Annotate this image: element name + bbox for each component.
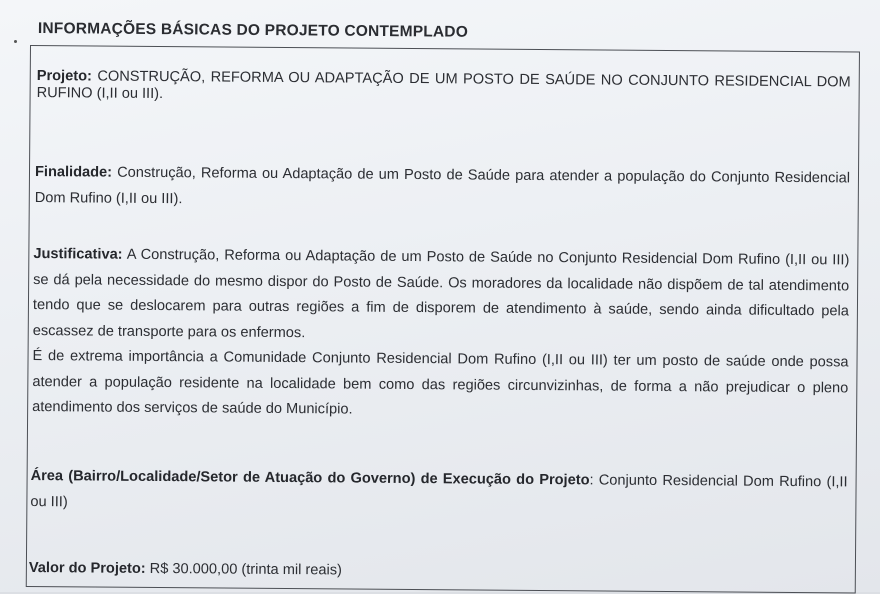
justificativa-label: Justificativa: xyxy=(33,246,123,263)
projeto-value: CONSTRUÇÃO, REFORMA OU ADAPTAÇÃO DE UM POSTO DE SAÚDE NO CONJUNTO RESIDENCIAL DOM RUFINO (I,II ou III). xyxy=(36,68,851,103)
finalidade-label: Finalidade: xyxy=(34,164,113,181)
justificativa-value: A Construção, Reforma ou Adaptação de um Posto de Saúde no Conjunto Residencial Dom Rufino (I,II ou III) se dá pela necessidade do mesmo dispor do Posto de Saúde. Os moradores da localidade não dispõem de tal atendimento tendo que se deslocarem para outras regiões a fim de disporem de atendimento à saúde, sendo ainda dificultado pela escassez de transporte para os enfermos. xyxy=(32,246,850,341)
projeto-field xyxy=(37,68,851,108)
projeto-label: Projeto: xyxy=(36,68,92,85)
area-field xyxy=(30,464,847,521)
valor-field xyxy=(29,556,847,588)
finalidade-field xyxy=(35,160,850,217)
area-value: : Conjunto Residencial Dom Rufino (I,II ou III) xyxy=(30,472,848,510)
valor-label: Valor do Projeto: xyxy=(28,560,146,577)
project-info-box xyxy=(26,45,860,594)
valor-value: R$ 30.000,00 (trinta mil reais) xyxy=(149,560,343,579)
area-label: Área (Bairro/Localidade/Setor de Atuação do Governo) de Execução do Projeto xyxy=(30,468,590,489)
paper-mark xyxy=(14,40,17,43)
justificativa-paragraph-2: É de extrema importância a Comunidade Conjunto Residencial Dom Rufino (I,II ou III) ter um posto de saúde onde possa atender a população residente na localidade bem como das regiões circunvizinhas, de forma a não prejudicar o pleno atendimento dos serviços de saúde do Município. xyxy=(32,348,849,418)
finalidade-value: Construção, Reforma ou Adaptação de um Posto de Saúde para atender a população do Conjunto Residencial Dom Rufino (I,II ou III). xyxy=(34,164,851,207)
section-heading: INFORMAÇÕES BÁSICAS DO PROJETO CONTEMPLADO xyxy=(37,20,469,41)
justificativa-field xyxy=(32,242,849,427)
